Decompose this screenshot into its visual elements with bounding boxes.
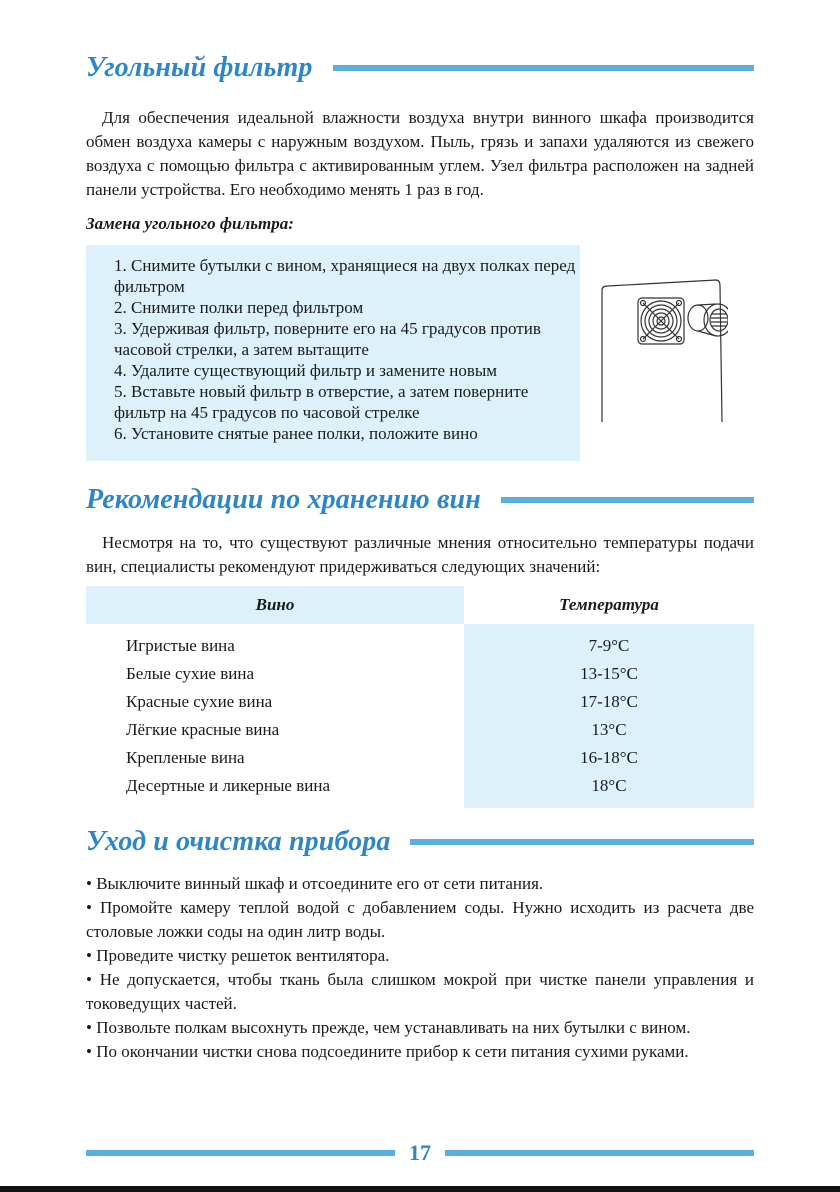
temperature-cell: 17-18°C xyxy=(464,688,754,716)
fan-filter-panel-icon xyxy=(598,276,728,424)
step-item: 4. Удалите существующий фильтр и замените новым xyxy=(114,361,498,380)
table-header-row xyxy=(86,586,754,624)
column-header-wine: Вино xyxy=(86,586,464,624)
list-item: • Промойте камеру теплой водой с добавлением соды. Нужно исходить из расчета две столовые ложки соды на один литр воды. xyxy=(86,898,754,941)
step-item: 6. Установите снятые ранее полки, положите вино xyxy=(114,424,478,443)
list-item: • Выключите винный шкаф и отсоедините его от сети питания. xyxy=(86,874,544,893)
list-item: • Не допускается, чтобы ткань была слишком мокрой при чистке панели управления и токоведущих частей. xyxy=(86,970,754,1013)
wine-cell: Десертные и ликерные вина xyxy=(86,772,464,800)
section-rule xyxy=(410,839,754,845)
step-item: 2. Снимите полки перед фильтром xyxy=(114,298,364,317)
temperature-cell: 7-9°C xyxy=(464,632,754,660)
temperature-cell: 13°C xyxy=(464,716,754,744)
page-footer xyxy=(86,1140,754,1166)
step-item: 3. Удерживая фильтр, поверните его на 45 градусов против часовой стрелки, а затем вытащите xyxy=(114,319,541,359)
step-item: 1. Снимите бутылки с вином, хранящиеся на двух полках перед фильтром xyxy=(114,256,576,296)
table-row xyxy=(86,688,754,716)
section-title-charcoal-filter: Угольный фильтр xyxy=(86,52,313,83)
column-header-temperature: Температура xyxy=(464,586,754,624)
wine-cell: Лёгкие красные вина xyxy=(86,716,464,744)
footer-rule-left xyxy=(86,1150,395,1156)
list-item: • Проведите чистку решеток вентилятора. xyxy=(86,946,390,965)
table-row xyxy=(86,716,754,744)
section-header-care-cleaning xyxy=(86,826,754,858)
temperature-cell: 16-18°C xyxy=(464,744,754,772)
care-instructions-list xyxy=(86,872,754,1064)
temperature-cell: 13-15°C xyxy=(464,660,754,688)
step-item: 5. Вставьте новый фильтр в отверстие, а затем поверните фильтр на 45 градусов по часовой стрелке xyxy=(114,382,529,422)
section-rule xyxy=(501,497,754,503)
wine-cell: Красные сухие вина xyxy=(86,688,464,716)
section-title-wine-storage: Рекомендации по хранению вин xyxy=(86,484,481,515)
section-header-wine-storage xyxy=(86,484,754,516)
table-row xyxy=(86,744,754,772)
wine-storage-paragraph: Несмотря на то, что существуют различные мнения относительно температуры подачи вин, специалисты рекомендуют придерживаться следующих значений: xyxy=(86,533,754,576)
table-row xyxy=(86,660,754,688)
table-row xyxy=(86,772,754,800)
list-item: • Позвольте полкам высохнуть прежде, чем устанавливать на них бутылки с вином. xyxy=(86,1018,691,1037)
page-number: 17 xyxy=(409,1140,431,1165)
list-item: • По окончании чистки снова подсоедините прибор к сети питания сухими руками. xyxy=(86,1042,689,1061)
wine-temperature-table xyxy=(86,586,754,808)
section-header-charcoal-filter xyxy=(86,52,754,84)
section-rule xyxy=(333,65,755,71)
footer-rule-right xyxy=(445,1150,754,1156)
filter-replacement-subheading: Замена угольного фильтра: xyxy=(86,214,294,233)
bottom-edge-bar xyxy=(0,1186,840,1192)
replacement-steps-box xyxy=(86,245,580,461)
charcoal-filter-paragraph: Для обеспечения идеальной влажности воздуха внутри винного шкафа производится обмен воздуха камеры с наружным воздухом. Пыль, грязь и запахи удаляются из свежего воздуха с помощью фильтра с активированным углем. Узел фильтра расположен на задней панели устройства. Его необходимо менять 1 раз в год. xyxy=(86,108,754,199)
table-row xyxy=(86,632,754,660)
section-title-care-cleaning: Уход и очистка прибора xyxy=(86,826,391,857)
wine-cell: Игристые вина xyxy=(86,632,464,660)
wine-cell: Белые сухие вина xyxy=(86,660,464,688)
temperature-cell: 18°C xyxy=(464,772,754,800)
wine-cell: Крепленые вина xyxy=(86,744,464,772)
replacement-steps-list xyxy=(114,255,580,444)
